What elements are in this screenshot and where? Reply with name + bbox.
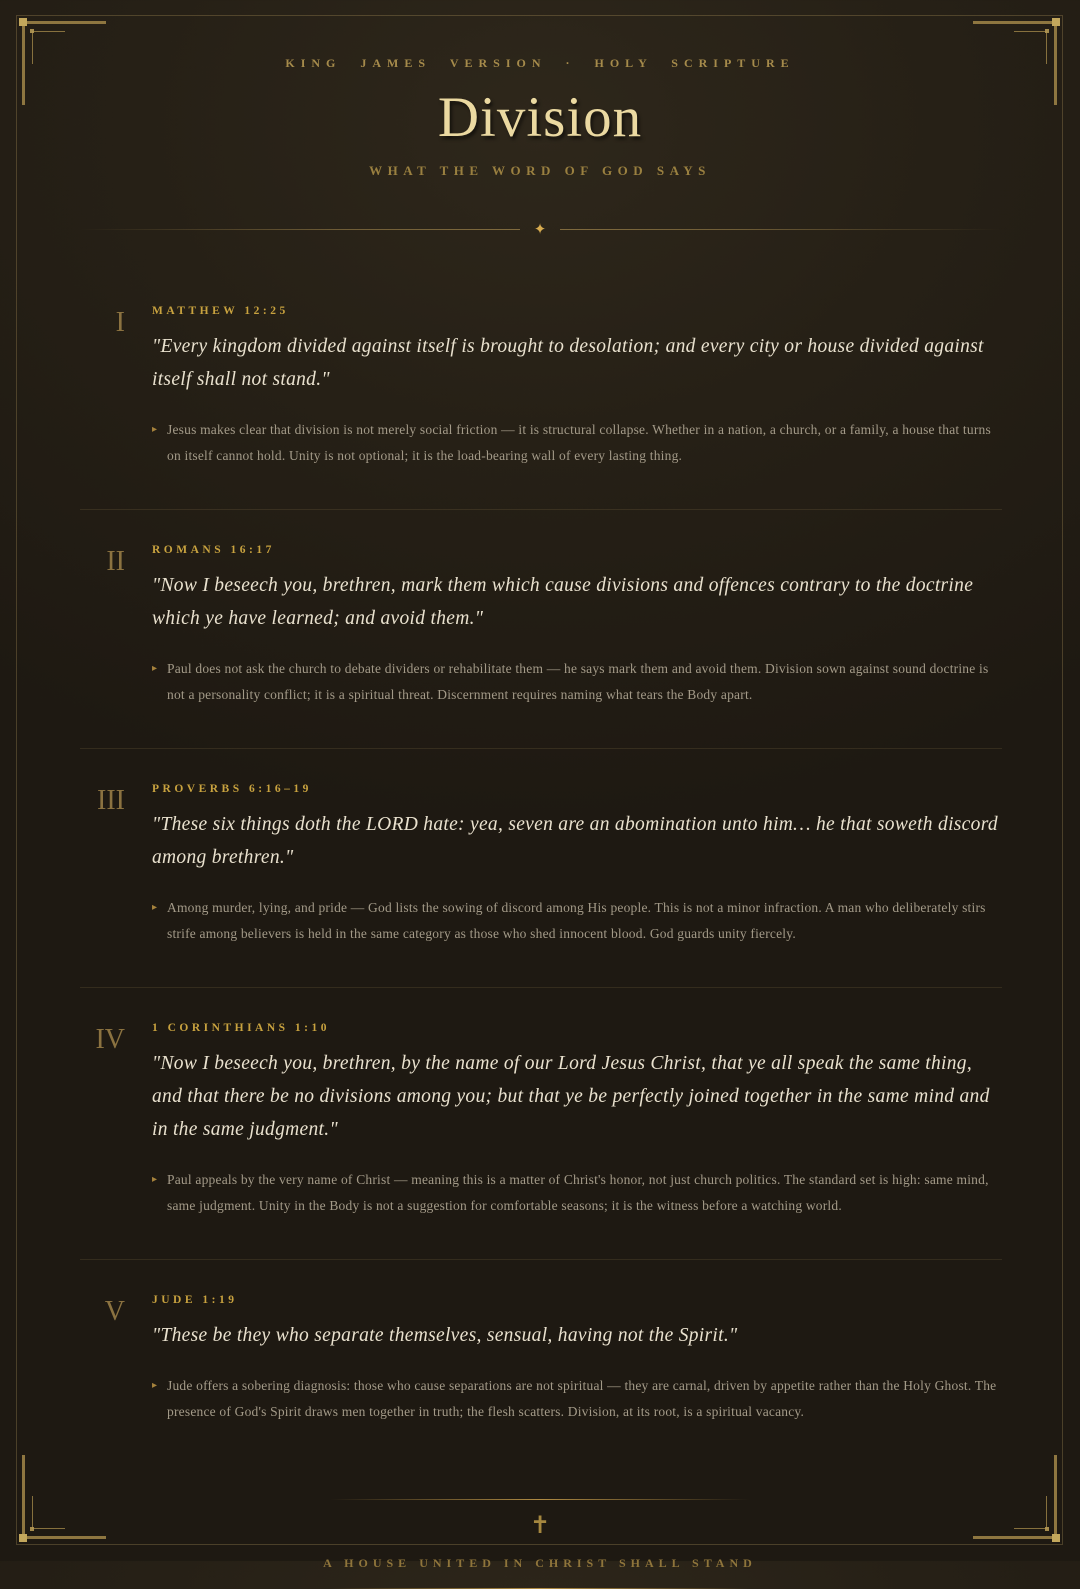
footer-motto: A HOUSE UNITED IN CHRIST SHALL STAND [323,1555,757,1570]
commentary-text: Paul appeals by the very name of Christ — meaning this is a matter of Christ's honor, not just church politics. The standard set is high: same mind, same judgment. Unity in the Body is not a suggestion for comfortable seasons; it is the witness before a watching world. [167,1172,989,1213]
verse-quote: "Now I beseech you, brethren, mark them which cause divisions and offences contrary to the doctrine which ye have learned; and avoid them." [152,575,974,629]
commentary-text: Jude offers a sobering diagnosis: those who cause separations are not spiritual — they are carnal, driven by appetite rather than the Holy Ghost. The presence of God's Spirit draws men together in truth; the flesh scatters. Division, at its root, is a spiritual vacancy. [167,1378,997,1419]
verse-quote: "Now I beseech you, brethren, by the name of our Lord Jesus Christ, that ye all speak the same thing, and that there be no divisions among you; but that ye be perfectly joined together in the same mind and in the same judgment." [152,1053,990,1140]
page-header [0,0,1080,237]
page-footer [0,1499,1080,1589]
section-numeral: III [97,785,125,816]
page-title: Division [437,86,643,149]
section-numeral: IV [95,1024,125,1055]
triangle-bullet-icon: ▸ [152,1380,158,1391]
commentary-text: Paul does not ask the church to debate dividers or rehabilitate them — he says mark them and avoid them. Division sown against sound doctrine is not a personality conflict; it is a spiritual threat. Discernment requires naming what tears the Body apart. [167,661,989,702]
footer-divider-top [330,1499,750,1500]
verse-reference: PROVERBS 6:16–19 [152,783,312,795]
scripture-section [80,305,1002,509]
section-body [152,783,1002,947]
triangle-bullet-icon: ▸ [152,424,158,435]
section-body [152,1022,1002,1219]
scripture-section [80,987,1002,1259]
verse-reference: ROMANS 16:17 [152,544,275,556]
divider-line-right [560,229,1001,230]
commentary-text: Among murder, lying, and pride — God lists the sowing of discord among His people. This is not a minor infraction. A man who deliberately stirs strife among believers is held in the same category as those who shed innocent blood. God guards unity fiercely. [167,900,986,941]
latin-cross-icon: ✝ [529,1511,551,1539]
header-divider [79,222,1001,237]
commentary-text: Jesus makes clear that division is not merely social friction — it is structural collapse. Whether in a nation, a church, or a family, a house that turns on itself cannot hold. Unity is not optional; it is the load-bearing wall of every lasting thing. [167,422,991,463]
verse-reference: 1 CORINTHIANS 1:10 [152,1022,331,1034]
section-numeral: II [106,546,125,577]
section-numeral: I [115,307,125,338]
section-body [152,1294,1002,1425]
commentary-row [152,1167,1002,1219]
verse-reference: MATTHEW 12:25 [152,305,289,317]
triangle-bullet-icon: ▸ [152,902,158,913]
verse-quote: "Every kingdom divided against itself is brought to desolation; and every city or house divided against itself shall not stand." [152,336,984,390]
triangle-bullet-icon: ▸ [152,663,158,674]
verse-quote: "These six things doth the LORD hate: yea, seven are an abomination unto him… he that soweth discord among brethren." [152,814,998,868]
page-subtitle: WHAT THE WORD OF GOD SAYS [369,163,711,178]
section-numeral: V [104,1296,125,1327]
scripture-sections [80,237,1002,1465]
scripture-section [80,1259,1002,1465]
four-pointed-star-icon: ✦ [533,220,547,238]
scripture-section [80,509,1002,748]
eyebrow-label: KING JAMES VERSION · HOLY SCRIPTURE [285,56,795,70]
commentary-row [152,417,1002,469]
verse-quote: "These be they who separate themselves, sensual, having not the Spirit." [152,1325,738,1346]
verse-reference: JUDE 1:19 [152,1294,238,1306]
section-body [152,544,1002,708]
commentary-row [152,1373,1002,1425]
commentary-row [152,895,1002,947]
scripture-section [80,748,1002,987]
triangle-bullet-icon: ▸ [152,1174,158,1185]
commentary-row [152,656,1002,708]
section-body [152,305,1002,469]
divider-line-left [79,229,520,230]
